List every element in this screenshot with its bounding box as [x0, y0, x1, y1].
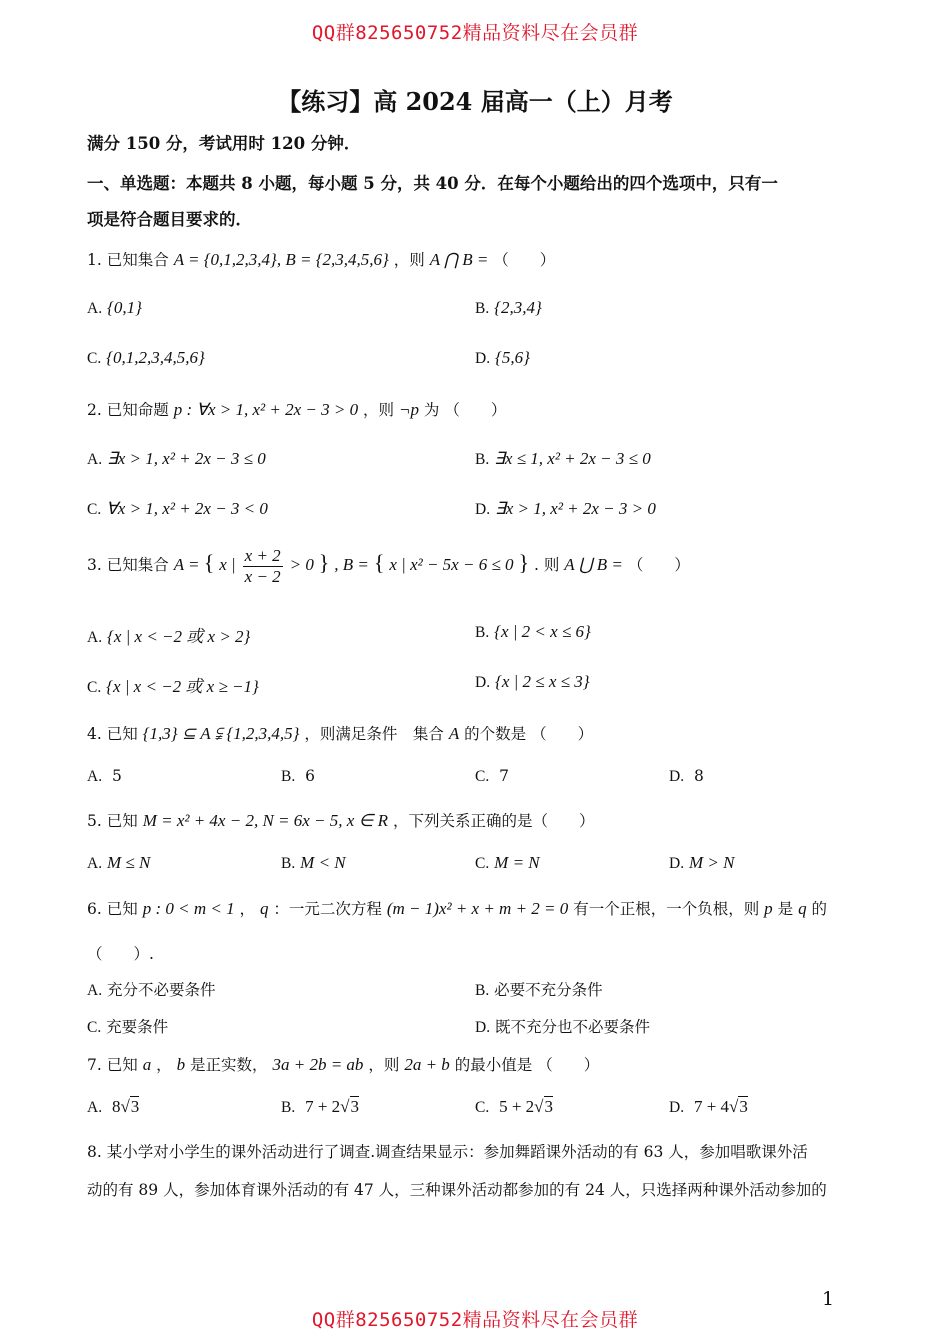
radicand: 3	[544, 1097, 554, 1116]
option-text: {0,1}	[107, 298, 142, 317]
brace-right: }	[518, 550, 530, 576]
math-expression: M = x² + 4x − 2, N = 6x − 5, x ∈ R	[142, 811, 389, 830]
option-c	[87, 499, 268, 519]
option-letter: C.	[475, 1099, 490, 1116]
option-letter: C.	[475, 855, 490, 872]
option-d	[669, 853, 735, 873]
option-text: M > N	[689, 853, 735, 872]
option-text: {x | x < −2 或 x > 2}	[107, 627, 251, 646]
question-3-stem	[87, 546, 690, 586]
section-heading-line1: 一、单选题：本题共 8 小题，每小题 5 分，共 40 分．在每个小题给出的四个选项中，只有一	[87, 174, 778, 193]
option-letter: C.	[87, 350, 102, 367]
option-b	[475, 298, 542, 318]
page-number: 1	[822, 1288, 835, 1310]
option-text: 5 + 2	[499, 1097, 535, 1116]
option-d	[669, 1097, 748, 1117]
option-text: 必要不充分条件	[494, 981, 603, 999]
question-text: 已知	[106, 1056, 138, 1074]
math-expression: > 0	[289, 555, 314, 575]
question-8-line1	[87, 1140, 808, 1162]
question-number: 1.	[87, 251, 102, 269]
question-text: 已知	[106, 725, 138, 743]
option-text: {5,6}	[495, 348, 530, 367]
question-6-paren: （ ）.	[87, 945, 154, 963]
question-text: 的	[811, 900, 828, 918]
option-b	[475, 449, 651, 469]
option-a	[87, 298, 142, 318]
option-letter: A.	[87, 982, 103, 999]
option-b	[281, 767, 315, 786]
question-text: 有一个正根，一个负根，则	[573, 900, 760, 918]
option-a	[87, 853, 150, 873]
option-b	[475, 622, 591, 642]
radicand: 3	[739, 1097, 748, 1116]
question-text: 已知	[106, 812, 138, 830]
math-expression: , B =	[334, 555, 369, 575]
brace-left: {	[203, 550, 215, 576]
question-text: ：一元二次方程	[273, 900, 382, 918]
fraction	[243, 546, 283, 586]
question-number: 5.	[87, 812, 102, 830]
option-letter: A.	[87, 768, 103, 785]
option-letter: A.	[87, 1099, 103, 1116]
option-letter: C.	[475, 768, 490, 785]
option-text: ∃x > 1, x² + 2x − 3 ≤ 0	[107, 449, 266, 468]
section-heading-line2: 项是符合题目要求的．	[87, 210, 252, 229]
answer-paren: （ ）	[531, 725, 594, 743]
question-text: ，则满足条件 集合	[304, 725, 444, 743]
option-text: 7	[499, 767, 509, 785]
question-text: ，则	[368, 1056, 400, 1074]
option-c	[87, 1015, 168, 1037]
option-b	[475, 978, 603, 1000]
question-text: . 则	[533, 556, 560, 575]
math-expression: p : ∀x > 1, x² + 2x − 3 > 0	[173, 400, 359, 419]
option-text: M = N	[494, 853, 540, 872]
brace-left: {	[373, 550, 385, 576]
option-letter: A.	[87, 629, 103, 646]
option-text: {x | x < −2 或 x ≥ −1}	[106, 677, 259, 696]
option-letter: B.	[281, 1099, 296, 1116]
question-4-stem	[87, 722, 593, 744]
question-text: ，	[239, 900, 256, 918]
math-expression: 3a + 2b = ab	[272, 1055, 364, 1074]
page-title: 【练习】高 2024 届高一（上）月考	[277, 87, 673, 116]
question-text: 已知集合	[106, 251, 169, 269]
option-letter: B.	[281, 855, 296, 872]
option-a	[87, 449, 266, 469]
sqrt-sign: √	[340, 1097, 350, 1116]
option-letter: B.	[475, 624, 490, 641]
option-c	[475, 1097, 553, 1117]
option-text: 充分不必要条件	[107, 981, 216, 999]
math-expression: q	[259, 899, 269, 918]
option-c	[87, 672, 259, 697]
option-text: M < N	[300, 853, 346, 872]
option-text: 8	[693, 767, 704, 785]
option-text: 7 + 4	[693, 1097, 730, 1116]
option-d	[475, 672, 590, 692]
option-c	[87, 348, 205, 368]
question-number: 7.	[87, 1056, 102, 1074]
math-expression: p : 0 < m < 1	[142, 899, 235, 918]
option-letter: B.	[281, 768, 296, 785]
question-text: 某小学对小学生的课外活动进行了调查.调查结果显示：参加舞蹈课外活动的有 63 人，参加唱歌课外活	[106, 1143, 808, 1161]
question-6-stem	[87, 897, 827, 919]
sqrt-sign: √	[120, 1097, 130, 1116]
option-a	[87, 622, 250, 647]
math-expression: A =	[173, 555, 204, 575]
math-expression: 2a + b	[404, 1055, 450, 1074]
option-text: 8	[111, 1097, 121, 1116]
math-expression: A ⋃ B =	[564, 555, 623, 575]
question-text: 的个数是	[464, 725, 527, 743]
option-text: ∃x ≤ 1, x² + 2x − 3 ≤ 0	[494, 449, 651, 468]
option-letter: C.	[87, 501, 102, 518]
question-2-stem	[87, 398, 506, 420]
option-text: 6	[305, 767, 315, 785]
fraction-numerator: x + 2	[244, 546, 281, 565]
question-text: ，则	[363, 401, 395, 419]
radicand: 3	[130, 1097, 140, 1116]
radicand: 3	[350, 1097, 360, 1116]
math-expression: (m − 1)x² + x + m + 2 = 0	[386, 899, 569, 918]
option-letter: D.	[669, 1099, 685, 1116]
option-letter: B.	[475, 451, 490, 468]
option-c	[475, 767, 509, 786]
option-d	[669, 767, 704, 786]
fraction-denominator: x − 2	[244, 566, 281, 586]
option-text: 既不充分也不必要条件	[495, 1018, 651, 1036]
question-number: 4.	[87, 725, 102, 743]
question-text: ，则	[393, 251, 425, 269]
math-expression: p	[764, 899, 773, 918]
question-number: 8.	[87, 1143, 102, 1161]
question-text: 已知集合	[106, 556, 169, 575]
option-letter: A.	[87, 855, 103, 872]
math-expression: A ⋂ B =	[429, 250, 489, 269]
math-expression: q	[798, 899, 807, 918]
option-letter: D.	[475, 674, 491, 691]
question-7-stem	[87, 1053, 599, 1075]
question-text: 已知命题	[106, 401, 169, 419]
option-text: {x | 2 < x ≤ 6}	[494, 622, 591, 641]
question-text: 的最小值是	[454, 1056, 533, 1074]
question-number: 6.	[87, 900, 102, 918]
option-text: 5	[111, 767, 122, 785]
option-c	[475, 853, 540, 873]
option-text: M ≤ N	[107, 853, 151, 872]
question-8-line2: 动的有 89 人，参加体育课外活动的有 47 人，三种课外活动都参加的有 24 人，只选择两种课外活动参加的	[87, 1181, 827, 1199]
math-expression: ¬p	[399, 400, 419, 419]
question-1-stem	[87, 248, 555, 270]
score-info: 满分 150 分，考试用时 120 分钟．	[87, 134, 361, 153]
option-letter: D.	[669, 768, 685, 785]
question-text: ，下列关系正确的是（ ）	[392, 812, 595, 830]
question-text: 是正实数，	[190, 1056, 268, 1074]
question-number: 3.	[87, 556, 102, 575]
option-text: 7 + 2	[305, 1097, 341, 1116]
answer-paren: （ ）	[444, 401, 507, 419]
sqrt-sign: √	[534, 1097, 544, 1116]
question-5-stem	[87, 809, 594, 831]
math-expression: x | x² − 5x − 6 ≤ 0	[389, 555, 514, 575]
option-a	[87, 978, 216, 1000]
brace-right: }	[318, 550, 330, 576]
watermark-banner-top: QQ群825650752精品资料尽在会员群	[311, 22, 639, 44]
option-a	[87, 767, 122, 786]
answer-paren: （ ）	[627, 556, 690, 575]
answer-paren: （ ）	[493, 251, 556, 269]
option-d	[475, 1015, 650, 1037]
math-expression: {1,3} ⊆ A ⫋ {1,2,3,4,5}	[142, 724, 300, 743]
option-d	[475, 499, 656, 519]
option-letter: A.	[87, 300, 103, 317]
option-letter: D.	[475, 501, 491, 518]
option-b	[281, 853, 346, 873]
option-letter: C.	[87, 1019, 102, 1036]
option-letter: B.	[475, 300, 490, 317]
option-d	[475, 348, 530, 368]
question-text: ，	[156, 1056, 172, 1074]
option-a	[87, 1097, 139, 1117]
option-letter: A.	[87, 451, 103, 468]
question-text: 是	[777, 900, 794, 918]
sqrt-sign: √	[729, 1097, 739, 1116]
math-expression: A = {0,1,2,3,4}, B = {2,3,4,5,6}	[173, 250, 389, 269]
option-text: ∀x > 1, x² + 2x − 3 < 0	[106, 499, 268, 518]
option-letter: B.	[475, 982, 490, 999]
math-expression: x |	[219, 555, 236, 575]
option-letter: D.	[475, 350, 491, 367]
option-text: 充要条件	[106, 1018, 169, 1036]
math-expression: a	[142, 1055, 152, 1074]
option-letter: D.	[475, 1019, 491, 1036]
option-text: {0,1,2,3,4,5,6}	[106, 348, 205, 367]
option-text: ∃x > 1, x² + 2x − 3 > 0	[495, 499, 656, 518]
option-b	[281, 1097, 359, 1117]
question-text: 为	[423, 401, 440, 419]
option-text: {x | 2 ≤ x ≤ 3}	[495, 672, 590, 691]
math-expression: b	[176, 1055, 186, 1074]
watermark-banner-bottom: QQ群825650752精品资料尽在会员群	[311, 1309, 639, 1331]
option-letter: D.	[669, 855, 685, 872]
math-expression: A	[448, 724, 460, 743]
question-text: 已知	[106, 900, 138, 918]
option-letter: C.	[87, 679, 102, 696]
answer-paren: （ ）	[537, 1056, 600, 1074]
question-number: 2.	[87, 401, 102, 419]
option-text: {2,3,4}	[494, 298, 542, 317]
